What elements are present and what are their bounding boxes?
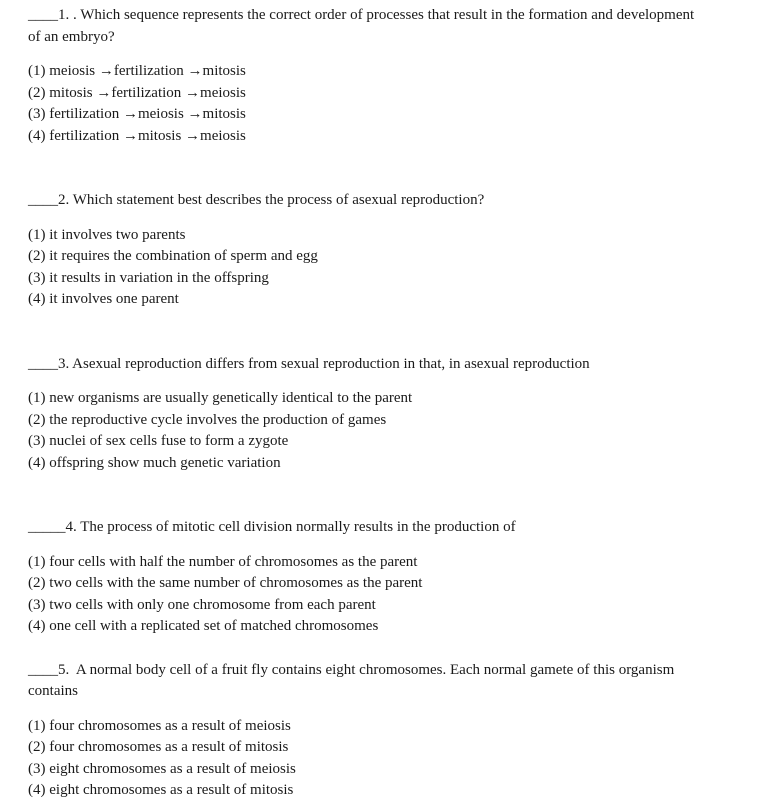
question-5-option-2: (2) four chromosomes as a result of mitosis xyxy=(28,739,289,755)
question-5-prompt: ____5. A normal body cell of a fruit fly contains eight chromosomes. Each normal gamete of this organism contains xyxy=(28,661,679,699)
question-1-option-4: (4) fertilization →mitosis →meiosis xyxy=(28,127,246,144)
question-3-options xyxy=(28,388,702,474)
question-1 xyxy=(28,5,702,147)
question-5-option-4: (4) eight chromosomes as a result of mitosis xyxy=(28,782,294,798)
question-4-prompt: _____4. The process of mitotic cell division normally results in the production of xyxy=(28,519,516,535)
question-4-option-1: (1) four cells with half the number of chromosomes as the parent xyxy=(28,553,418,570)
question-2-option-3: (3) it results in variation in the offspring xyxy=(28,269,269,286)
question-4-option-2: (2) two cells with the same number of chromosomes as the parent xyxy=(28,575,423,591)
question-5-option-3: (3) eight chromosomes as a result of meiosis xyxy=(28,760,296,777)
question-3-option-2: (2) the reproductive cycle involves the production of games xyxy=(28,411,387,428)
question-3-option-1: (1) new organisms are usually genetically identical to the parent xyxy=(28,390,413,406)
question-1-option-2: (2) mitosis →fertilization →meiosis xyxy=(28,84,246,101)
question-1-option-3: (3) fertilization →meiosis →mitosis xyxy=(28,106,246,122)
question-2-option-2: (2) it requires the combination of sperm and egg xyxy=(28,248,318,264)
question-1-option-1: (1) meiosis →fertilization →mitosis xyxy=(28,63,246,79)
question-4 xyxy=(28,517,702,638)
question-2-option-4: (4) it involves one parent xyxy=(28,291,179,307)
question-5-option-1: (1) four chromosomes as a result of meiosis xyxy=(28,717,291,734)
question-4-option-4: (4) one cell with a replicated set of matched chromosomes xyxy=(28,618,379,634)
question-3-option-4: (4) offspring show much genetic variation xyxy=(28,454,281,471)
question-2 xyxy=(28,190,702,311)
question-3 xyxy=(28,354,702,475)
question-4-option-3: (3) two cells with only one chromosome from each parent xyxy=(28,596,376,613)
question-2-options xyxy=(28,225,702,311)
question-2-prompt: ____2. Which statement best describes the process of asexual reproduction? xyxy=(28,192,485,208)
question-2-option-1: (1) it involves two parents xyxy=(28,226,186,243)
question-3-prompt: ____3. Asexual reproduction differs from sexual reproduction in that, in asexual reproduction xyxy=(28,355,590,372)
question-4-options xyxy=(28,552,702,638)
question-1-options xyxy=(28,61,702,147)
question-1-prompt: ____1. . Which sequence represents the correct order of processes that result in the formation and development of an embryo? xyxy=(28,7,698,45)
question-3-option-3: (3) nuclei of sex cells fuse to form a zygote xyxy=(28,433,289,449)
question-5-options xyxy=(28,716,702,802)
question-5 xyxy=(28,660,702,802)
